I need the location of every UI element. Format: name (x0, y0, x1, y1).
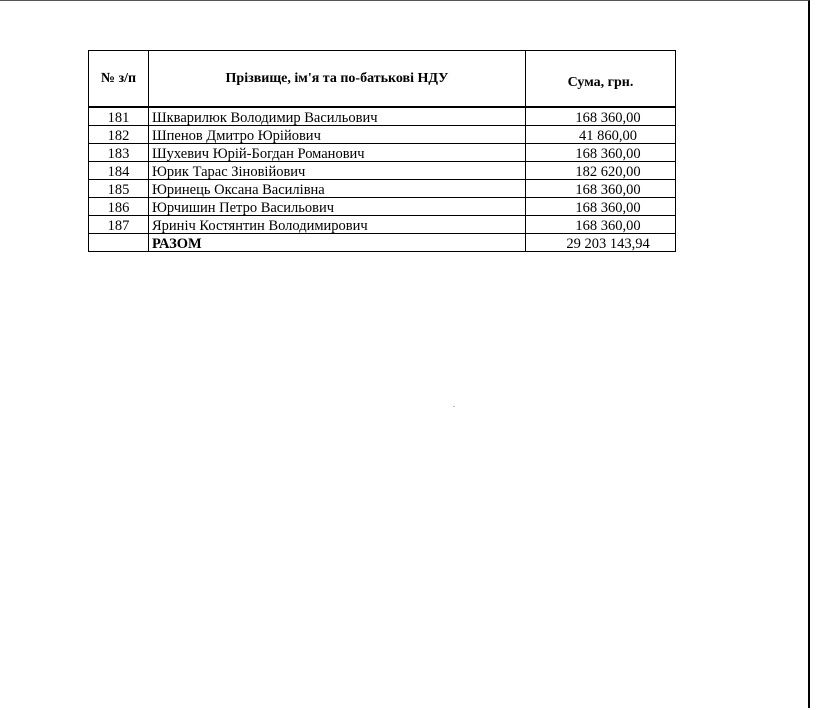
row-name: Шухевич Юрій-Богдан Романович (149, 144, 526, 162)
row-number: 186 (89, 198, 149, 216)
row-sum: 41 860,00 (526, 126, 676, 144)
table-row (89, 144, 676, 162)
header-sum: Сума, грн. (526, 51, 676, 108)
row-name: Яриніч Костянтин Володимирович (149, 216, 526, 234)
row-name: Шпенов Дмитро Юрійович (149, 126, 526, 144)
row-sum: 168 360,00 (526, 216, 676, 234)
row-number: 182 (89, 126, 149, 144)
row-name: Юрик Тарас Зіновійович (149, 162, 526, 180)
header-number: № з/п (89, 51, 149, 108)
table-row (89, 107, 676, 126)
table-row (89, 198, 676, 216)
table-row (89, 180, 676, 198)
total-sum: 29 203 143,94 (526, 234, 676, 252)
table-row (89, 126, 676, 144)
row-name: Юрчишин Петро Васильович (149, 198, 526, 216)
row-sum: 182 620,00 (526, 162, 676, 180)
payments-table (88, 50, 676, 252)
total-number-cell (89, 234, 149, 252)
scan-speck (453, 406, 455, 407)
row-number: 181 (89, 107, 149, 126)
total-row (89, 234, 676, 252)
row-sum: 168 360,00 (526, 180, 676, 198)
row-sum: 168 360,00 (526, 144, 676, 162)
table-row (89, 162, 676, 180)
row-number: 183 (89, 144, 149, 162)
row-number: 184 (89, 162, 149, 180)
row-sum: 168 360,00 (526, 107, 676, 126)
row-name: Шкварилюк Володимир Васильович (149, 107, 526, 126)
table-header-row (89, 51, 676, 108)
table-row (89, 216, 676, 234)
total-label: РАЗОМ (149, 234, 526, 252)
row-name: Юринець Оксана Василівна (149, 180, 526, 198)
header-name: Прізвище, ім'я та по-батькові НДУ (149, 51, 526, 108)
row-number: 187 (89, 216, 149, 234)
row-sum: 168 360,00 (526, 198, 676, 216)
row-number: 185 (89, 180, 149, 198)
